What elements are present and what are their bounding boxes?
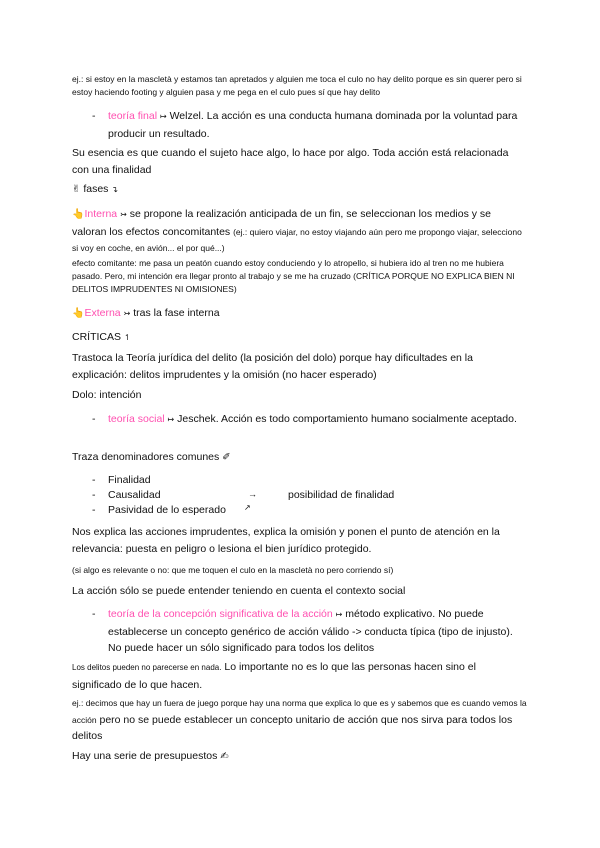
list-item: Causalidad (108, 489, 161, 501)
trastoca-paragraph: Trastoca la Teoría jurídica del delito (la posición del dolo) porque hay dificultades en la explicación: delitos imprudentes y la omisión (no hacer esperado) (72, 352, 473, 381)
welzel-item (108, 108, 528, 142)
arrow-right-icon: → (248, 489, 257, 499)
bullet-dash: - (92, 413, 96, 425)
presupuestos-paragraph (72, 748, 528, 766)
jeschek-term: teoría social (108, 413, 165, 425)
arrow-down-icon: ↴ (111, 185, 119, 194)
writing-hand-icon: ✍ (220, 751, 229, 762)
arrow-icon: ↦ (335, 610, 343, 619)
pencil-icon: ✐ (222, 452, 231, 463)
significativa-item (108, 606, 528, 657)
delitos-small: Los delitos pueden no parecerse en nada. (72, 663, 222, 672)
bullet-dash: - (92, 474, 96, 486)
fases-heading (72, 181, 528, 199)
bullet-dash: - (92, 110, 96, 122)
fuera-de-juego-text: pero no se puede establecer un concepto unitario de acción que nos sirva para todos los delitos (72, 713, 513, 742)
welzel-term: teoría final (108, 110, 158, 122)
delitos-text: Lo importante no es lo que las personas hacen sino el significado de lo que hacen. (72, 661, 476, 691)
causalidad-note: posibilidad de finalidad (288, 489, 395, 501)
externa-text: tras la fase interna (133, 307, 220, 319)
significativa-text: método explicativo. No puede establecerse un concepto genérico de acción válido -> conducta típica (tipo de injusto). No puede hacer un sólo significado para todos los delitos (108, 608, 513, 654)
dolo-paragraph: Dolo: intención (72, 389, 142, 401)
welzel-text: Welzel. La acción es una conducta humana dominada por la voluntad para producir un resultado. (108, 110, 518, 140)
fuera-de-juego-small: ej.: decimos que hay un fuera de juego porque hay una norma que explica lo que es y sabemos que es cuando vemos la acción (72, 698, 527, 725)
criticas-heading (72, 329, 528, 347)
victory-hand-icon: ✌ (72, 184, 81, 195)
jeschek-item (108, 411, 528, 429)
criticas-label: CRÍTICAS (72, 331, 122, 343)
relevancia-note: (si algo es relevante o no: que me toquen el culo en la mascletà no pero corriendo sí) (72, 565, 394, 575)
externa-label: Externa (84, 307, 121, 319)
arrow-icon: ↦ (167, 415, 175, 424)
bullet-dash: - (92, 489, 96, 501)
jeschek-text: Jeschek. Acción es todo comportamiento humano socialmente aceptado. (177, 413, 517, 425)
efecto-comitante-paragraph: efecto comitante: me pasa un peatón cuando estoy conduciendo y lo atropello, si hubiera ido al tren no me hubiera pasado. Pero, mi intención era llegar pronto al trabajo y se me ha cruzado (CRÍTICA PORQUE NO EXPLICA BIEN NI DELITOS IMPRUDENTES NI OMISIONES) (72, 258, 515, 294)
pointing-hand-icon: 👆 (72, 308, 85, 319)
interna-paragraph (72, 206, 528, 257)
interna-example: (ej.: quiero viajar, no estoy viajando aún pero me propongo viajar, selecciono si voy en coche, en avión... el por qué...) (72, 226, 522, 253)
interna-label: Interna (84, 208, 118, 220)
arrow-diagonal-icon: ↗ (244, 503, 251, 512)
significativa-term: teoría de la concepción significativa de la acción (108, 608, 333, 620)
traza-paragraph (72, 449, 528, 467)
pointing-hand-icon: 👆 (72, 209, 85, 220)
fuera-de-juego-paragraph (72, 695, 528, 745)
arrow-icon: ↣ (120, 210, 127, 219)
traza-text: Traza denominadores comunes (72, 451, 220, 463)
arrow-icon: ↣ (123, 309, 131, 318)
finalidad-paragraph: Su esencia es que cuando el sujeto hace algo, lo hace por algo. Toda acción está relacionada con una finalidad (72, 147, 509, 176)
example-mascleta: ej.: si estoy en la mascletà y estamos tan apretados y alguien me toca el culo no hay delito porque es sin querer pero si estoy haciendo footing y alguien pasa y me pega en el culo pues sí que hay delito (72, 74, 522, 97)
interna-text: se propone la realización anticipada de un fin, se seleccionan los medios y se valoran los efectos concomitantes (72, 208, 492, 238)
presupuestos-text: Hay una serie de presupuestos (72, 750, 218, 762)
imprudentes-paragraph: Nos explica las acciones imprudentes, explica la omisión y ponen el punto de atención en la relevancia: puesta en peligro o lesiona el bien jurídico protegido. (72, 526, 500, 555)
contexto-paragraph: La acción sólo se puede entender teniendo en cuenta el contexto social (72, 585, 406, 597)
externa-paragraph (72, 305, 528, 323)
arrow-up-icon: ↿ (123, 333, 131, 342)
bullet-dash: - (92, 504, 96, 516)
list-item: Finalidad (108, 474, 151, 486)
bullet-dash: - (92, 608, 96, 620)
arrow-icon: ↦ (159, 112, 167, 121)
list-item: Pasividad de lo esperado (108, 504, 226, 516)
fases-label: fases (83, 183, 109, 195)
delitos-paragraph (72, 659, 528, 693)
